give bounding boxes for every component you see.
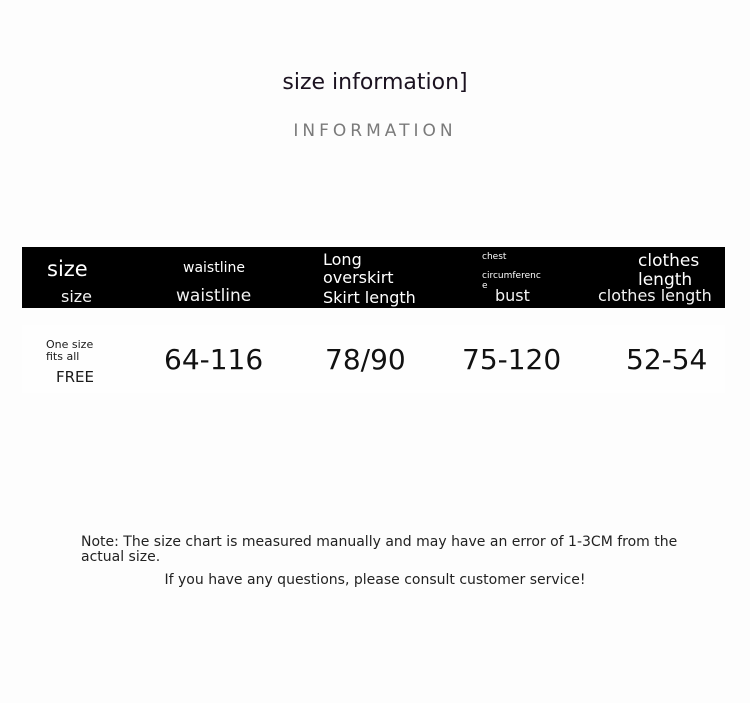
col-skirt-label-line3: Skirt length	[323, 288, 416, 307]
col-length-label-line1: clothes	[638, 251, 700, 271]
col-bust-sublabel: bust	[495, 286, 530, 305]
col-length-sublabel: clothes length	[598, 286, 712, 305]
col-waistline-label: waistline	[183, 260, 245, 276]
row-bust-value: 75-120	[462, 343, 562, 376]
row-size-line2: fits all	[46, 350, 80, 363]
col-bust-label-line1: chest	[482, 252, 507, 262]
col-bust-label-line2: circumferenc	[482, 271, 541, 281]
col-size-sublabel: size	[61, 287, 93, 306]
row-size-line3: FREE	[56, 368, 95, 386]
col-skirt-label-line1: Long	[323, 250, 362, 269]
page-title: size information]	[282, 70, 468, 95]
row-clothes-length-value: 52-54	[626, 343, 708, 376]
row-waistline-value: 64-116	[164, 343, 264, 376]
col-skirt-label-line2: overskirt	[323, 268, 394, 287]
col-waistline-sublabel: waistline	[176, 286, 252, 306]
row-skirt-length-value: 78/90	[325, 343, 406, 376]
col-length-label-line2: length	[638, 270, 693, 290]
measurement-note: Note: The size chart is measured manually and may have an error of 1-3CM from the actual size.	[81, 534, 678, 565]
row-size-line1: One size	[46, 338, 94, 351]
page-subtitle: INFORMATION	[293, 121, 457, 141]
col-bust-label-line3: e	[482, 281, 488, 291]
col-size-label: size	[47, 257, 88, 281]
customer-service-note: If you have any questions, please consult customer service!	[164, 572, 586, 588]
